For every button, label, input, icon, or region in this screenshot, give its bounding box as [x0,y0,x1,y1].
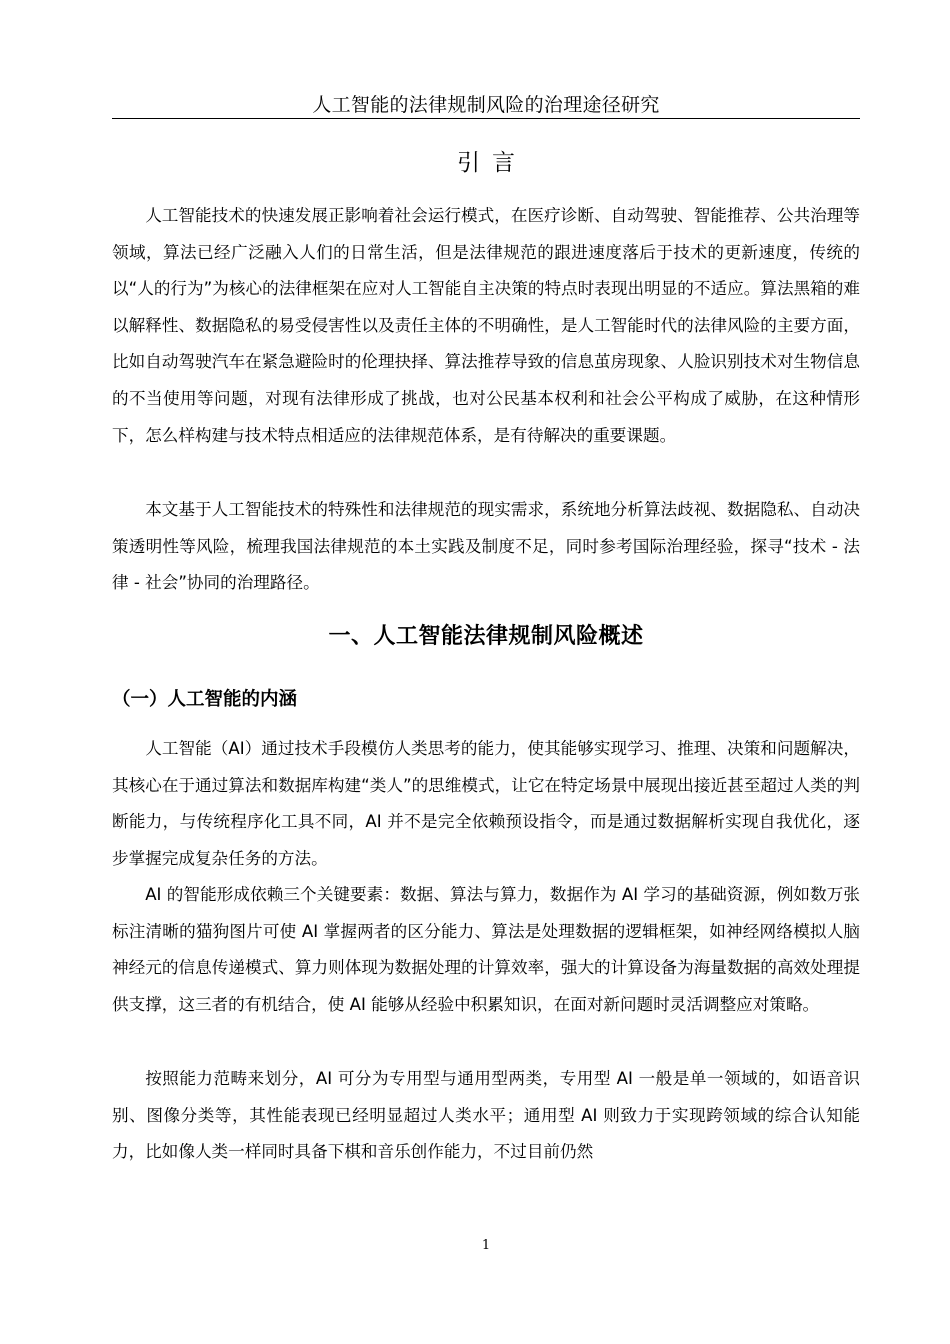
section-paragraph-3: 按照能力范畴来划分，AI 可分为专用型与通用型两类，专用型 AI 一般是单一领域的，如语音识别、图像分类等，其性能表现已经明显超过人类水平；通用型 AI 则致力于实现跨领域的综合认知能力，比如像人类一样同时具备下棋和音乐创作能力，不过目前仍然 [112,1069,860,1162]
chapter-heading: 一、人工智能法律规制风险概述 [328,624,644,649]
section-paragraph-2: AI 的智能形成依赖三个关键要素：数据、算法与算力，数据作为 AI 学习的基础资源，例如数万张标注清晰的猫狗图片可使 AI 掌握两者的区分能力、算法是处理数据的逻辑框架，如神经网络模拟人脑神经元的信息传递模式、算力则体现为数据处理的计算效率，强大的计算设备为海量数据的高效处理提供支撑，这三者的有机结合，使 AI 能够从经验中积累知识，在面对新问题时灵活调整应对策略。 [112,885,860,1014]
intro-paragraph-2: 本文基于人工智能技术的特殊性和法律规范的现实需求，系统地分析算法歧视、数据隐私、自动决策透明性等风险，梳理我国法律规范的本土实践及制度不足，同时参考国际治理经验，探寻“技术 - 法律 - 社会”协同的治理路径。 [112,500,860,593]
running-header-title: 人工智能的法律规制风险的治理途径研究 [312,94,660,116]
section-paragraph-1: 人工智能（AI）通过技术手段模仿人类思考的能力，使其能够实现学习、推理、决策和问题解决，其核心在于通过算法和数据库构建“类人”的思维模式，让它在特定场景中展现出接近甚至超过人类的判断能力，与传统程序化工具不同，AI 并不是完全依赖预设指令，而是通过数据解析实现自我优化，逐步掌握完成复杂任务的方法。 [112,739,860,868]
intro-heading: 引言 [457,150,527,176]
header-divider [112,118,860,119]
intro-paragraph-1: 人工智能技术的快速发展正影响着社会运行模式，在医疗诊断、自动驾驶、智能推荐、公共治理等领域，算法已经广泛融入人们的日常生活，但是法律规范的跟进速度落后于技术的更新速度，传统的以“人的行为”为核心的法律框架在应对人工智能自主决策的特点时表现出明显的不适应。算法黑箱的难以解释性、数据隐私的易受侵害性以及责任主体的不明确性，是人工智能时代的法律风险的主要方面，比如自动驾驶汽车在紧急避险时的伦理抉择、算法推荐导致的信息茧房现象、人脸识别技术对生物信息的不当使用等问题，对现有法律形成了挑战，也对公民基本权利和社会公平构成了威胁，在这种情形下，怎么样构建与技术特点相适应的法律规范体系，是有待解决的重要课题。 [112,206,860,445]
section-heading: （一）人工智能的内涵 [112,689,298,710]
page-number: 1 [481,1238,491,1253]
